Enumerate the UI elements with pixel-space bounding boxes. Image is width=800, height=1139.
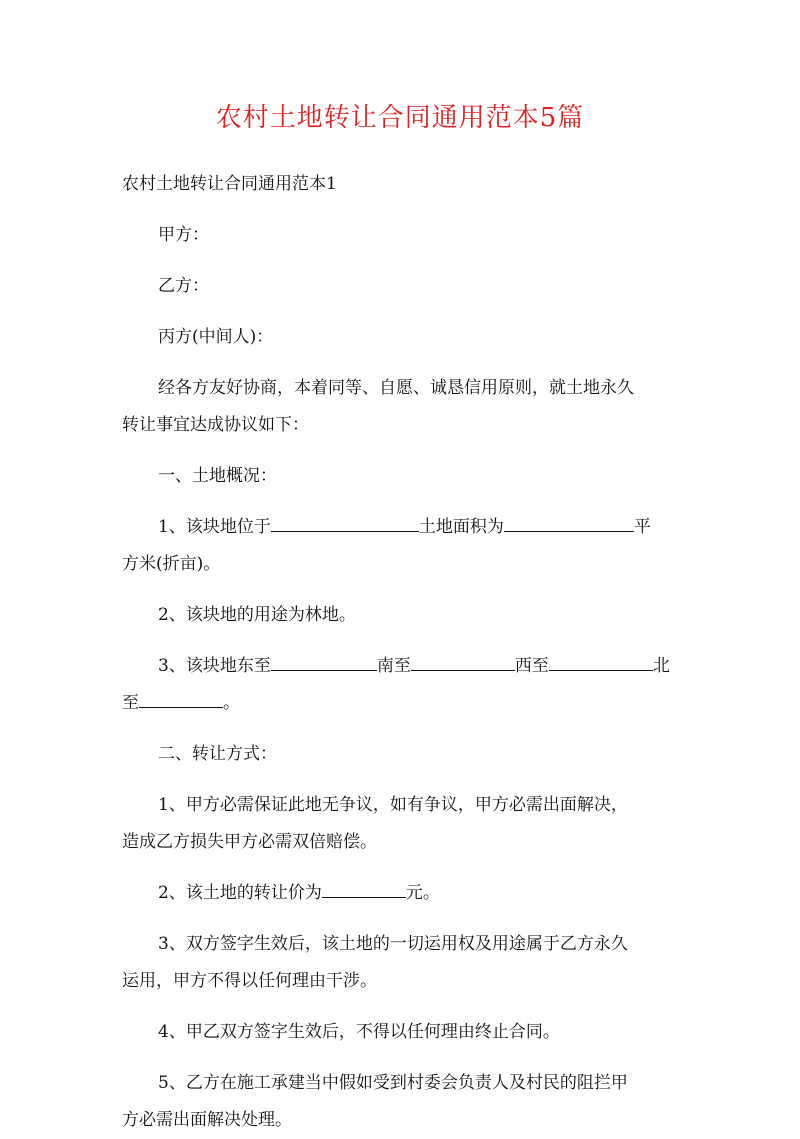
section1-heading: 一、土地概况： — [158, 466, 277, 486]
subtitle: 农村土地转让合同通用范本1 — [122, 174, 337, 194]
s1-item1-line1 — [122, 509, 682, 546]
s2-item5-line1: 5、乙方在施工承建当中假如受到村委会负责人及村民的阻拦甲 — [158, 1073, 628, 1093]
s2-item3-line1: 3、双方签字生效后，该土地的一切运用权及用途属于乙方永久 — [158, 934, 628, 954]
location-blank — [271, 511, 419, 532]
s1-item1-text-a: 1、该块地位于 — [158, 517, 271, 537]
s2-item5-line2: 方必需出面解决处理。 — [122, 1110, 292, 1130]
s1-item3-text-a: 3、该块地东至 — [158, 656, 271, 676]
s1-item1-text-c: 平 — [633, 517, 651, 537]
s1-item3-text-b: 南至 — [376, 656, 411, 676]
s1-item1-text-b: 土地面积为 — [418, 517, 504, 537]
s2-item2-text-a: 2、该土地的转让价为 — [158, 883, 322, 903]
price-blank — [322, 877, 406, 898]
s2-item4: 4、甲乙双方签字生效后，不得以任何理由终止合同。 — [158, 1022, 560, 1042]
s1-item3-line2 — [122, 685, 682, 722]
s1-item1-line2: 方米(折亩)。 — [122, 554, 221, 574]
s2-item3-line2: 运用，甲方不得以任何理由干涉。 — [122, 971, 377, 991]
s2-item2-text-b: 元。 — [405, 883, 440, 903]
intro-paragraph-line1: 经各方友好协商，本着同等、自愿、诚恳信用原则，就土地永久 — [158, 378, 634, 398]
west-boundary-blank — [549, 650, 653, 671]
s1-item2: 2、该块地的用途为林地。 — [158, 605, 356, 625]
s1-item3-text-f: 。 — [223, 693, 240, 713]
area-blank — [504, 511, 634, 532]
s1-item3-line1 — [122, 648, 682, 685]
intro-paragraph-line2: 转让事宜达成协议如下： — [122, 415, 309, 435]
east-boundary-blank — [271, 650, 377, 671]
section2-heading: 二、转让方式： — [158, 744, 277, 764]
s2-item2 — [122, 875, 682, 912]
s2-item1-line1: 1、甲方必需保证此地无争议，如有争议，甲方必需出面解决， — [158, 795, 628, 815]
s1-item3-text-e: 至 — [122, 693, 139, 713]
party-b-line: 乙方： — [158, 276, 209, 296]
s1-item3-text-d: 北 — [652, 656, 670, 676]
document-body — [122, 166, 682, 1139]
s1-item3-text-c: 西至 — [514, 656, 549, 676]
s2-item1-line2: 造成乙方损失甲方必需双倍赔偿。 — [122, 832, 377, 852]
party-a-line: 甲方： — [158, 225, 209, 245]
north-boundary-blank — [139, 687, 223, 708]
party-c-line: 丙方(中间人)： — [158, 327, 274, 347]
document-title: 农村土地转让合同通用范本5篇 — [215, 103, 585, 133]
south-boundary-blank — [411, 650, 515, 671]
